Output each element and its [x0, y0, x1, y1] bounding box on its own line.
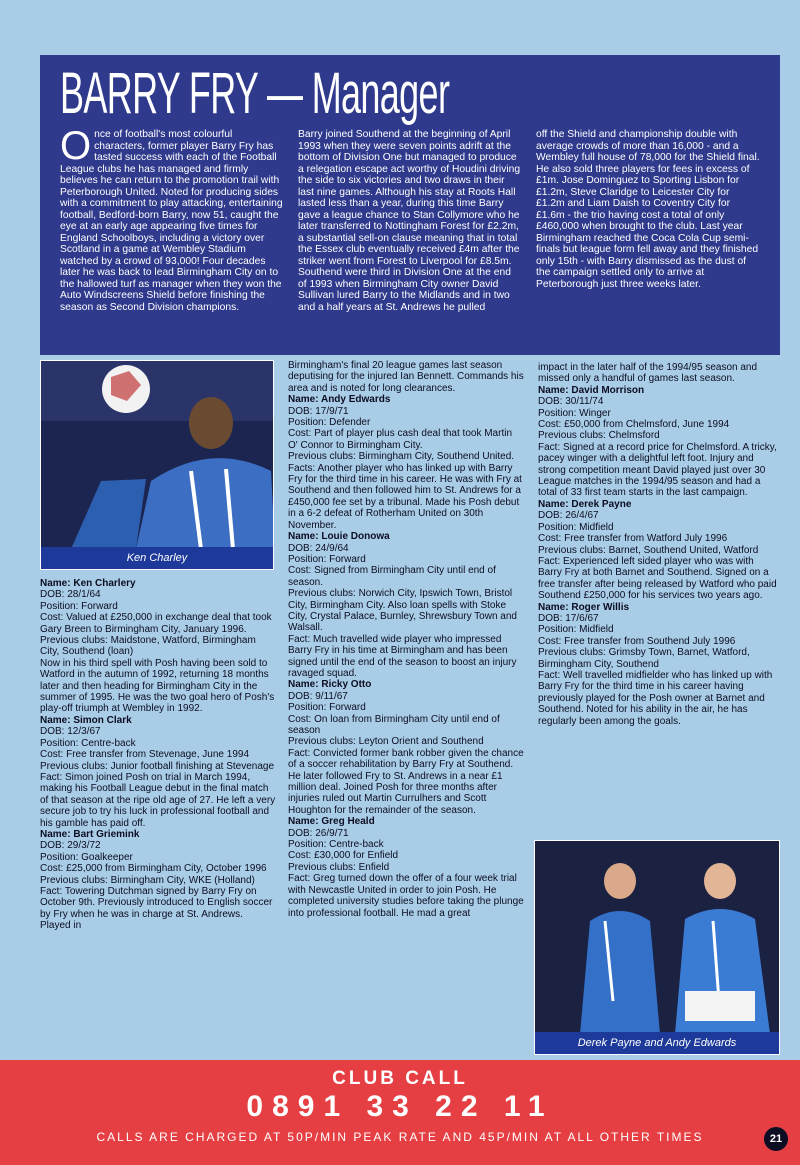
profile-line: DOB: 30/11/74 — [538, 396, 604, 408]
profile-line: Cost: Free transfer from Southend July 1996 — [538, 635, 736, 647]
profile-line: Cost: On loan from Birmingham City until end of season — [288, 713, 500, 736]
page-number: 21 — [764, 1127, 788, 1151]
profile-line: Fact: Well travelled midfielder who has linked up with Barry Fry for the third time in his career having previously played for the Posh owner at Barnet and Southend. Noted for his ability in the air, he has regularly been among the goals. — [538, 669, 773, 727]
profile-line: Name: Ricky Otto — [288, 679, 372, 691]
profile-line: Fact: Signed at a record price for Chelmsford. A tricky, pacey winger with a delightful left foot. Injury and strong competition meant David played just over 30 League matches in the 1994/95 season and had a total of 33 first team starts in the last campaign. — [538, 441, 777, 499]
profile-line: DOB: 26/4/67 — [538, 510, 599, 522]
profile-line: Position: Forward — [40, 600, 118, 612]
profile-line: Previous clubs: Norwich City, Ipswich Town, Bristol City, Birmingham City. Also loan spells with Stoke City, Crystal Palace, Burnley, Shrewsbury Town and Walsall. — [288, 588, 517, 634]
profile-line: Position: Centre-back — [40, 737, 136, 749]
profile-line: Previous clubs: Barnet, Southend United, Watford — [538, 544, 759, 556]
profile-line: Facts: Another player who has linked up with Barry Fry for the third time in his career. He was with Fry at Southend and then followed him to St. Andrews for a £450,000 fee set by a tribunal. Made his Posh debut in a 6-2 defeat of Rotherham United on 30th November. — [288, 462, 522, 531]
profile-line: Cost: £50,000 from Chelmsford, June 1994 — [538, 419, 730, 431]
profile-line: DOB: 24/9/64 — [288, 542, 349, 554]
profile-line: Previous clubs: Birmingham City, Southend United. — [288, 451, 515, 463]
profile-line: Cost: £25,000 from Birmingham City, October 1996 — [40, 863, 267, 875]
profile-line: Cost: Signed from Birmingham City until end of season. — [288, 565, 496, 588]
profile-line: impact in the later half of the 1994/95 season and missed only a handful of games last season. — [538, 362, 758, 385]
profile-line: Fact: Simon joined Posh on trial in March 1994, making his Football League debut in the final match of that season at the ripe old age of 27. He left a very secure job to try his luck in professional football and his gamble has paid off. — [40, 771, 276, 829]
profile-line: Name: Derek Payne — [538, 498, 632, 510]
profile-line: Name: Andy Edwards — [288, 394, 391, 406]
intro-column-1 — [60, 124, 284, 313]
phone-number: 0891 33 22 11 — [246, 1090, 554, 1123]
profile-line: Position: Forward — [288, 553, 366, 565]
profile-line: Position: Centre-back — [288, 839, 384, 851]
profile-line: Previous clubs: Birmingham City, WKE (Holland) — [40, 874, 255, 886]
intro-text — [60, 124, 760, 313]
profile-line: Birmingham's final 20 league games last season deputising for the injured Ian Bennett. Commands his area and is noted for long clearances. — [288, 360, 524, 394]
profile-line: DOB: 29/3/72 — [40, 840, 101, 852]
profile-line: Position: Winger — [538, 407, 611, 419]
profile-line: Previous clubs: Leyton Orient and Southend — [288, 736, 484, 748]
intro-paragraph-1: nce of football's most colourful characters, former player Barry Fry has tasted success with each of the Football League clubs he has managed and firmly believes he can return to the promotion trail with Peterborough United. Noted for producing sides with a commitment to play attacking, entertaining football, Bedford-born Barry, now 51, caught the eye at an early age appearing five times for England Schoolboys, including a victory over Scotland in a game at Wembley Stadium watched by a crowd of 93,000! Four decades later he was back to lead Birmingham City on to the hallowed turf as manager when they won the Auto Windscreens Shield before finishing the season as Second Division champions. — [60, 129, 283, 313]
profile-line: DOB: 9/11/67 — [288, 690, 348, 702]
profile-line: Cost: £30,000 for Enfield — [288, 850, 399, 862]
profile-line: Previous clubs: Enfield — [288, 861, 390, 873]
profile-line: Name: Simon Clark — [40, 714, 132, 726]
profile-line: Fact: Towering Dutchman signed by Barry Fry on October 9th. Previously introduced to English soccer by Fry when he was in charge at St. Andrews. Played in — [40, 885, 273, 932]
profile-line: Cost: Free transfer from Stevenage, June 1994 — [40, 749, 249, 761]
profile-column-3 — [538, 362, 778, 727]
profile-column-2 — [288, 360, 524, 919]
profile-line: Fact: Greg turned down the offer of a four week trial with Newcastle United in order to join Posh. He completed university studies before taking the plunge into professional football. He mad a great — [288, 873, 524, 919]
page-title: BARRY FRY — Manager — [60, 61, 450, 126]
profile-line: Cost: Valued at £250,000 in exchange deal that took Gary Breen to Birmingham City, January 1996. — [40, 612, 272, 635]
photo-ken-charley — [40, 360, 274, 570]
intro-column-3 — [536, 129, 760, 313]
profile-line: Position: Midfield — [538, 521, 614, 533]
player-image — [41, 361, 274, 549]
intro-column-2 — [298, 129, 522, 313]
profile-line: Name: David Morrison — [538, 384, 645, 396]
profile-line: DOB: 26/9/71 — [288, 827, 349, 839]
profile-line: Name: Louie Donowa — [288, 531, 390, 543]
profile-line: DOB: 17/9/71 — [288, 405, 349, 417]
profile-line: Position: Defender — [288, 417, 371, 429]
profile-line: Name: Roger Willis — [538, 601, 630, 613]
drop-cap: O — [60, 124, 92, 168]
profile-line: Name: Bart Griemink — [40, 828, 140, 840]
club-call-footer — [0, 1060, 800, 1165]
photo-caption: Ken Charley — [41, 547, 273, 569]
profile-line: Now in his third spell with Posh having been sold to Watford in the autumn of 1992, returning 18 months later and then heading for Birmingham City in the summer of 1995. He was the two goal hero of Posh's play-off triumph at Wembley in 1992. — [40, 657, 275, 715]
profile-line: Cost: Free transfer from Watford July 1996 — [538, 533, 728, 545]
photo-derek-payne-andy-edwards — [534, 840, 780, 1055]
profile-line: DOB: 17/6/67 — [538, 612, 599, 624]
profile-line: Name: Ken Charlery — [40, 578, 136, 589]
profile-line: Fact: Convicted former bank robber given the chance of a soccer rehabilitation by Barry Fry at Southend. He later followed Fry to St. Andrews in a near £1 million deal. Joined Posh for three months after injuries ruled out Martin Currulhers and Scott Houghton for the remainder of the season. — [288, 747, 524, 816]
profile-line: Previous clubs: Junior football finishing at Stevenage — [40, 760, 275, 772]
call-charges-note: CALLS ARE CHARGED AT 50P/MIN PEAK RATE AND 45P/MIN AT ALL OTHER TIMES — [96, 1130, 704, 1144]
intro-paragraph-3b: He also sold three players for fees in excess of £1m. Jose Dominguez to Sporting Lisbon for £1.2m, Steve Claridge to Leicester City for £1.2m and Liam Daish to Coventry City for £1.6m - the trio having cost a total of only £460,000 when brought to the club. Last year Birmingham reached the Coca Cola Cup semi-finals but league form fell away and they finished only 15th - with Barry dismissed as the dust of the campaign settled only to arrive at Peterborough just three weeks later. — [536, 163, 759, 290]
profile-line: Fact: Experienced left sided player who was with Barry Fry at both Barnet and Southend. Signed on a free transfer after being released by Watford who paid Southend £250,000 for his services two years ago. — [538, 555, 777, 602]
profile-line: Cost: Part of player plus cash deal that took Martin O' Connor to Birmingham City. — [288, 428, 512, 451]
header-panel — [40, 55, 780, 355]
intro-paragraph-2: Barry joined Southend at the beginning of April 1993 when they were seven points adrift at the bottom of Division One but managed to produce a relegation escape act worthy of Houdini driving the side to six victories and two draws in their last nine games. Although his stay at Roots Hall lasted less than a year, during this time Barry gave a league chance to Stan Collymore who he later transferred to Nottingham Forest for £2.2m, a substantial sell-on clause meaning that in total the Essex club eventually received £4m after the striker went from Forest to Liverpool for £8.5m. Southend were third in Division One at the end of 1993 when Birmingham City owner David Sullivan lured Barry to the Midlands and in two and a half years at St. Andrews he pulled — [298, 129, 521, 313]
players-image — [535, 841, 780, 1034]
photo-caption: Derek Payne and Andy Edwards — [535, 1032, 779, 1054]
profile-line: DOB: 28/1/64 — [40, 589, 101, 601]
profile-line: Previous clubs: Chelmsford — [538, 430, 660, 442]
profile-line: Position: Goalkeeper — [40, 851, 133, 863]
profile-line: Fact: Much travelled wide player who impressed Barry Fry in his time at Birmingham and has been signed until the end of the season to boost an injury ravaged squad. — [288, 633, 517, 679]
profile-line: Previous clubs: Grimsby Town, Barnet, Watford, Birmingham City, Southend — [538, 647, 750, 670]
profile-line: Position: Midfield — [538, 624, 614, 636]
profile-column-1 — [40, 578, 276, 932]
profile-line: DOB: 12/3/67 — [40, 726, 101, 738]
intro-paragraph-3a: off the Shield and championship double with average crowds of more than 16,000 - and a Wembley full house of 78,000 for the Shield final. — [536, 129, 760, 163]
profile-line: Previous clubs: Maidstone, Watford, Birmingham City, Southend (loan) — [40, 635, 256, 658]
profile-line: Name: Greg Heald — [288, 816, 375, 828]
club-call-title: CLUB CALL — [332, 1068, 468, 1089]
profile-line: Position: Forward — [288, 702, 366, 714]
